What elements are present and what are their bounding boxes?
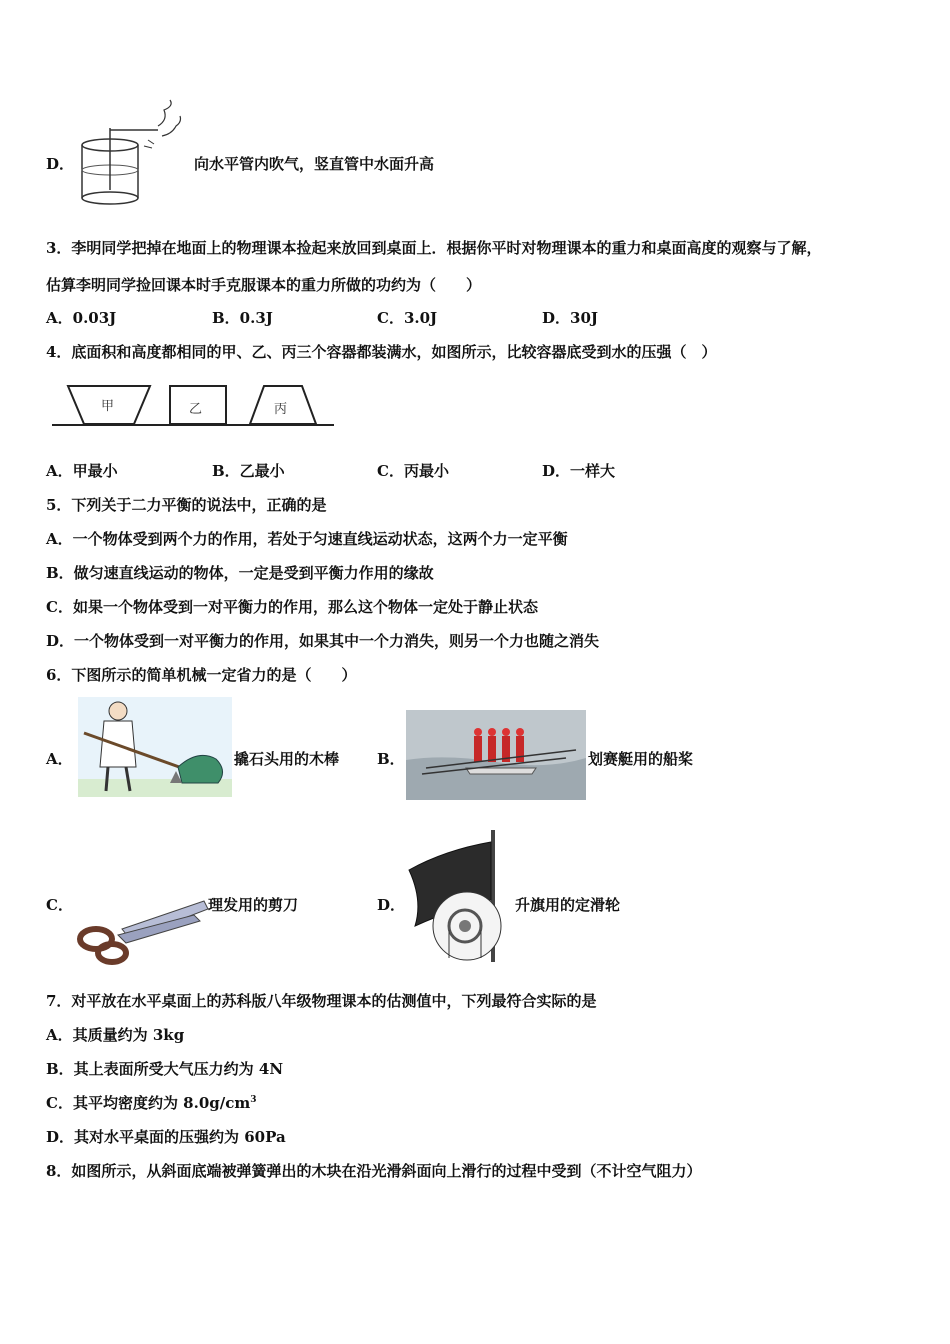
rowing-boat-figure (406, 710, 586, 800)
q6-option-a-label: A． (46, 750, 73, 768)
q7-option-c-text: C．其平均密度约为 8.0g/cm (46, 1094, 251, 1112)
q4-option-a: A．甲最小 (46, 462, 118, 480)
flagpole-pulley-figure (405, 830, 510, 962)
q6-option-b-label: B． (377, 750, 405, 768)
q7-option-c (46, 1092, 257, 1113)
q7-stem: 7．对平放在水平桌面上的苏科版八年级物理课本的估测值中，下列最符合实际的是 (46, 992, 597, 1010)
container-label-bing: 丙 (274, 402, 288, 417)
q5-option-c: C．如果一个物体受到一对平衡力的作用，那么这个物体一定处于静止状态 (46, 598, 538, 616)
q5-option-a: A．一个物体受到两个力的作用，若处于匀速直线运动状态，这两个力一定平衡 (46, 530, 568, 548)
q3-option-c: C．3.0J (377, 309, 438, 327)
q5-stem: 5．下列关于二力平衡的说法中，正确的是 (46, 496, 327, 514)
q5-option-b: B．做匀速直线运动的物体，一定是受到平衡力作用的缘故 (46, 564, 434, 582)
q6-option-b-caption: 划赛艇用的船桨 (588, 750, 694, 768)
q7-option-c-sup: 3 (250, 1095, 257, 1105)
q6-stem: 6．下图所示的简单机械一定省力的是（ ） (46, 666, 357, 684)
q4-option-d: D．一样大 (542, 462, 616, 480)
q2-option-d-text: 向水平管内吹气，竖直管中水面升高 (194, 155, 435, 173)
q6-option-d-label: D． (377, 896, 406, 914)
straw-apparatus-figure (78, 100, 188, 210)
container-label-jia: 甲 (101, 399, 115, 414)
q7-option-b: B．其上表面所受大气压力约为 4N (46, 1060, 284, 1078)
q2-option-d-label: D． (46, 155, 75, 173)
q3-option-d: D．30J (542, 309, 598, 327)
q6-option-a-caption: 撬石头用的木棒 (234, 750, 340, 768)
q8-stem: 8．如图所示，从斜面底端被弹簧弹出的木块在沿光滑斜面向上滑行的过程中受到（不计空气阻力） (46, 1162, 702, 1180)
q3-option-b: B．0.3J (212, 309, 273, 327)
q3-option-a: A．0.03J (46, 309, 117, 327)
q6-option-d-caption: 升旗用的定滑轮 (515, 896, 621, 914)
q5-option-d: D．一个物体受到一对平衡力的作用，如果其中一个力消失，则另一个力也随之消失 (46, 632, 600, 650)
q4-option-b: B．乙最小 (212, 462, 285, 480)
q3-stem-line2: 估算李明同学捡回课本时手克服课本的重力所做的功约为（ ） (46, 276, 482, 294)
lever-crowbar-figure (78, 697, 232, 797)
q4-option-c: C．丙最小 (377, 462, 449, 480)
q4-stem: 4．底面积和高度都相同的甲、乙、丙三个容器都装满水，如图所示，比较容器底受到水的压强（ ） (46, 343, 717, 361)
q3-stem-line1: 3．李明同学把掉在地面上的物理课本捡起来放回到桌面上．根据你平时对物理课本的重力和桌面高度的观察与了解， (46, 239, 822, 257)
container-label-yi: 乙 (189, 402, 203, 417)
q6-option-c-label: C． (46, 896, 73, 914)
q7-option-d: D．其对水平桌面的压强约为 60Pa (46, 1128, 286, 1146)
q7-option-a: A．其质量约为 3kg (46, 1026, 185, 1044)
q6-option-c-caption: 理发用的剪刀 (208, 896, 299, 914)
scissors-figure (74, 895, 209, 965)
